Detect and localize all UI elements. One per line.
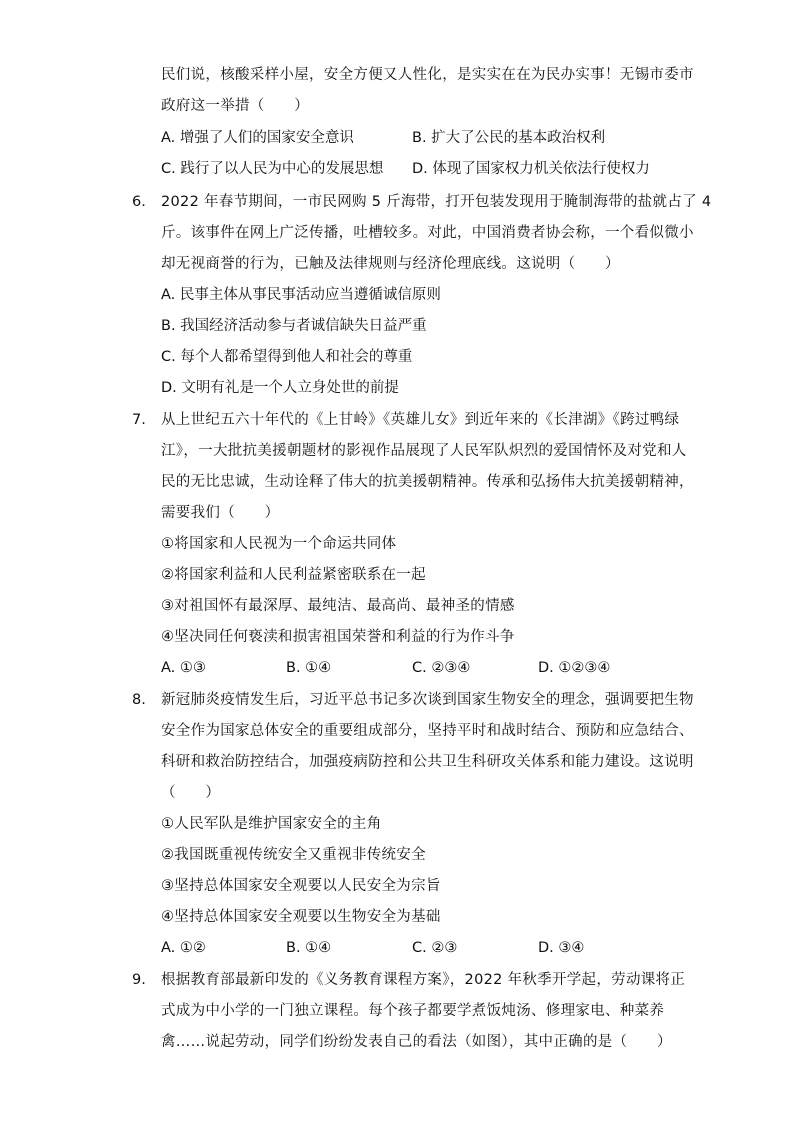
q8-line-2: 安全作为国家总体安全的重要组成部分，坚持平时和战时结合、预防和应急结合、: [161, 723, 694, 739]
q7-option-c: C. ②③④: [412, 660, 471, 676]
q7-line-4: 需要我们（ ）: [161, 505, 280, 521]
q7-line-3: 民的无比忠诚，生动诠释了伟大的抗美援朝精神。传承和弘扬伟大抗美援朝精神，: [161, 474, 694, 490]
q8-option-c: C. ②③: [412, 940, 458, 956]
q8-line-4: （ ）: [161, 785, 221, 801]
q7-option-d: D. ①②③④: [538, 660, 611, 676]
q9-number: 9.: [132, 972, 146, 988]
q9-line-2: 式成为中小学的一门独立课程。每个孩子都要学煮饭炖汤、修理家电、种菜养: [161, 1003, 665, 1019]
q7-number: 7.: [132, 412, 146, 428]
q8-item-1: ①人民军队是维护国家安全的主角: [161, 816, 382, 832]
q5-line-1: 民们说，核酸采样小屋，安全方便又人性化，是实实在在为民办实事！无锡市委市: [161, 67, 694, 83]
q7-line-1: 从上世纪五六十年代的《上甘岭》《英雄儿女》到近年来的《长津湖》《跨过鸭绿: [161, 412, 680, 428]
q8-line-1: 新冠肺炎疫情发生后，习近平总书记多次谈到国家生物安全的理念，强调要把生物: [161, 692, 694, 708]
q8-option-a: A. ①②: [161, 940, 206, 956]
q6-line-3: 却无视商誉的行为，已触及法律规则与经济伦理底线。这说明（ ）: [161, 256, 620, 272]
q9-line-1: 根据教育部最新印发的《义务教育课程方案》，2022 年秋季开学起，劳动课将正: [161, 972, 686, 988]
q6-option-c: C. 每个人都希望得到他人和社会的尊重: [161, 349, 413, 365]
q7-item-4: ④坚决同任何亵渎和损害祖国荣誉和利益的行为作斗争: [161, 629, 515, 645]
q5-option-c: C. 践行了以人民为中心的发展思想: [161, 161, 384, 177]
q8-option-d: D. ③④: [538, 940, 585, 956]
q5-option-a: A. 增强了人们的国家安全意识: [161, 130, 354, 146]
q9-line-3: 禽……说起劳动，同学们纷纷发表自己的看法（如图），其中正确的是（ ）: [161, 1034, 672, 1050]
q7-item-2: ②将国家利益和人民利益紧密联系在一起: [161, 567, 426, 583]
q5-option-b: B. 扩大了公民的基本政治权利: [412, 130, 606, 146]
q6-number: 6.: [132, 194, 146, 210]
q5-option-d: D. 体现了国家权力机关依法行使权力: [412, 161, 650, 177]
q8-option-b: B. ①④: [286, 940, 332, 956]
q7-option-b: B. ①④: [286, 660, 332, 676]
q6-option-b: B. 我国经济活动参与者诚信缺失日益严重: [161, 318, 427, 334]
q7-option-a: A. ①③: [161, 660, 206, 676]
q6-option-a: A. 民事主体从事民事活动应当遵循诚信原则: [161, 287, 441, 303]
q7-item-1: ①将国家和人民视为一个命运共同体: [161, 536, 397, 552]
q8-item-3: ③坚持总体国家安全观要以人民安全为宗旨: [161, 878, 441, 894]
q7-line-2: 江》，一大批抗美援朝题材的影视作品展现了人民军队炽烈的爱国情怀及对党和人: [161, 443, 687, 459]
q5-line-2: 政府这一举措（ ）: [161, 98, 309, 114]
q8-item-2: ②我国既重视传统安全又重视非传统安全: [161, 847, 426, 863]
q8-number: 8.: [132, 692, 146, 708]
q7-item-3: ③对祖国怀有最深厚、最纯洁、最高尚、最神圣的情感: [161, 598, 515, 614]
q8-item-4: ④坚持总体国家安全观要以生物安全为基础: [161, 909, 441, 925]
q8-line-3: 科研和救治防控结合，加强疫病防控和公共卫生科研攻关体系和能力建设。这说明: [161, 754, 694, 770]
q6-line-2: 斤。该事件在网上广泛传播，吐槽较多。对此，中国消费者协会称，一个看似微小: [161, 225, 694, 241]
q6-line-1: 2022 年春节期间，一市民网购 5 斤海带，打开包装发现用于腌制海带的盐就占了 4: [161, 194, 712, 210]
q6-option-d: D. 文明有礼是一个人立身处世的前提: [161, 380, 399, 396]
